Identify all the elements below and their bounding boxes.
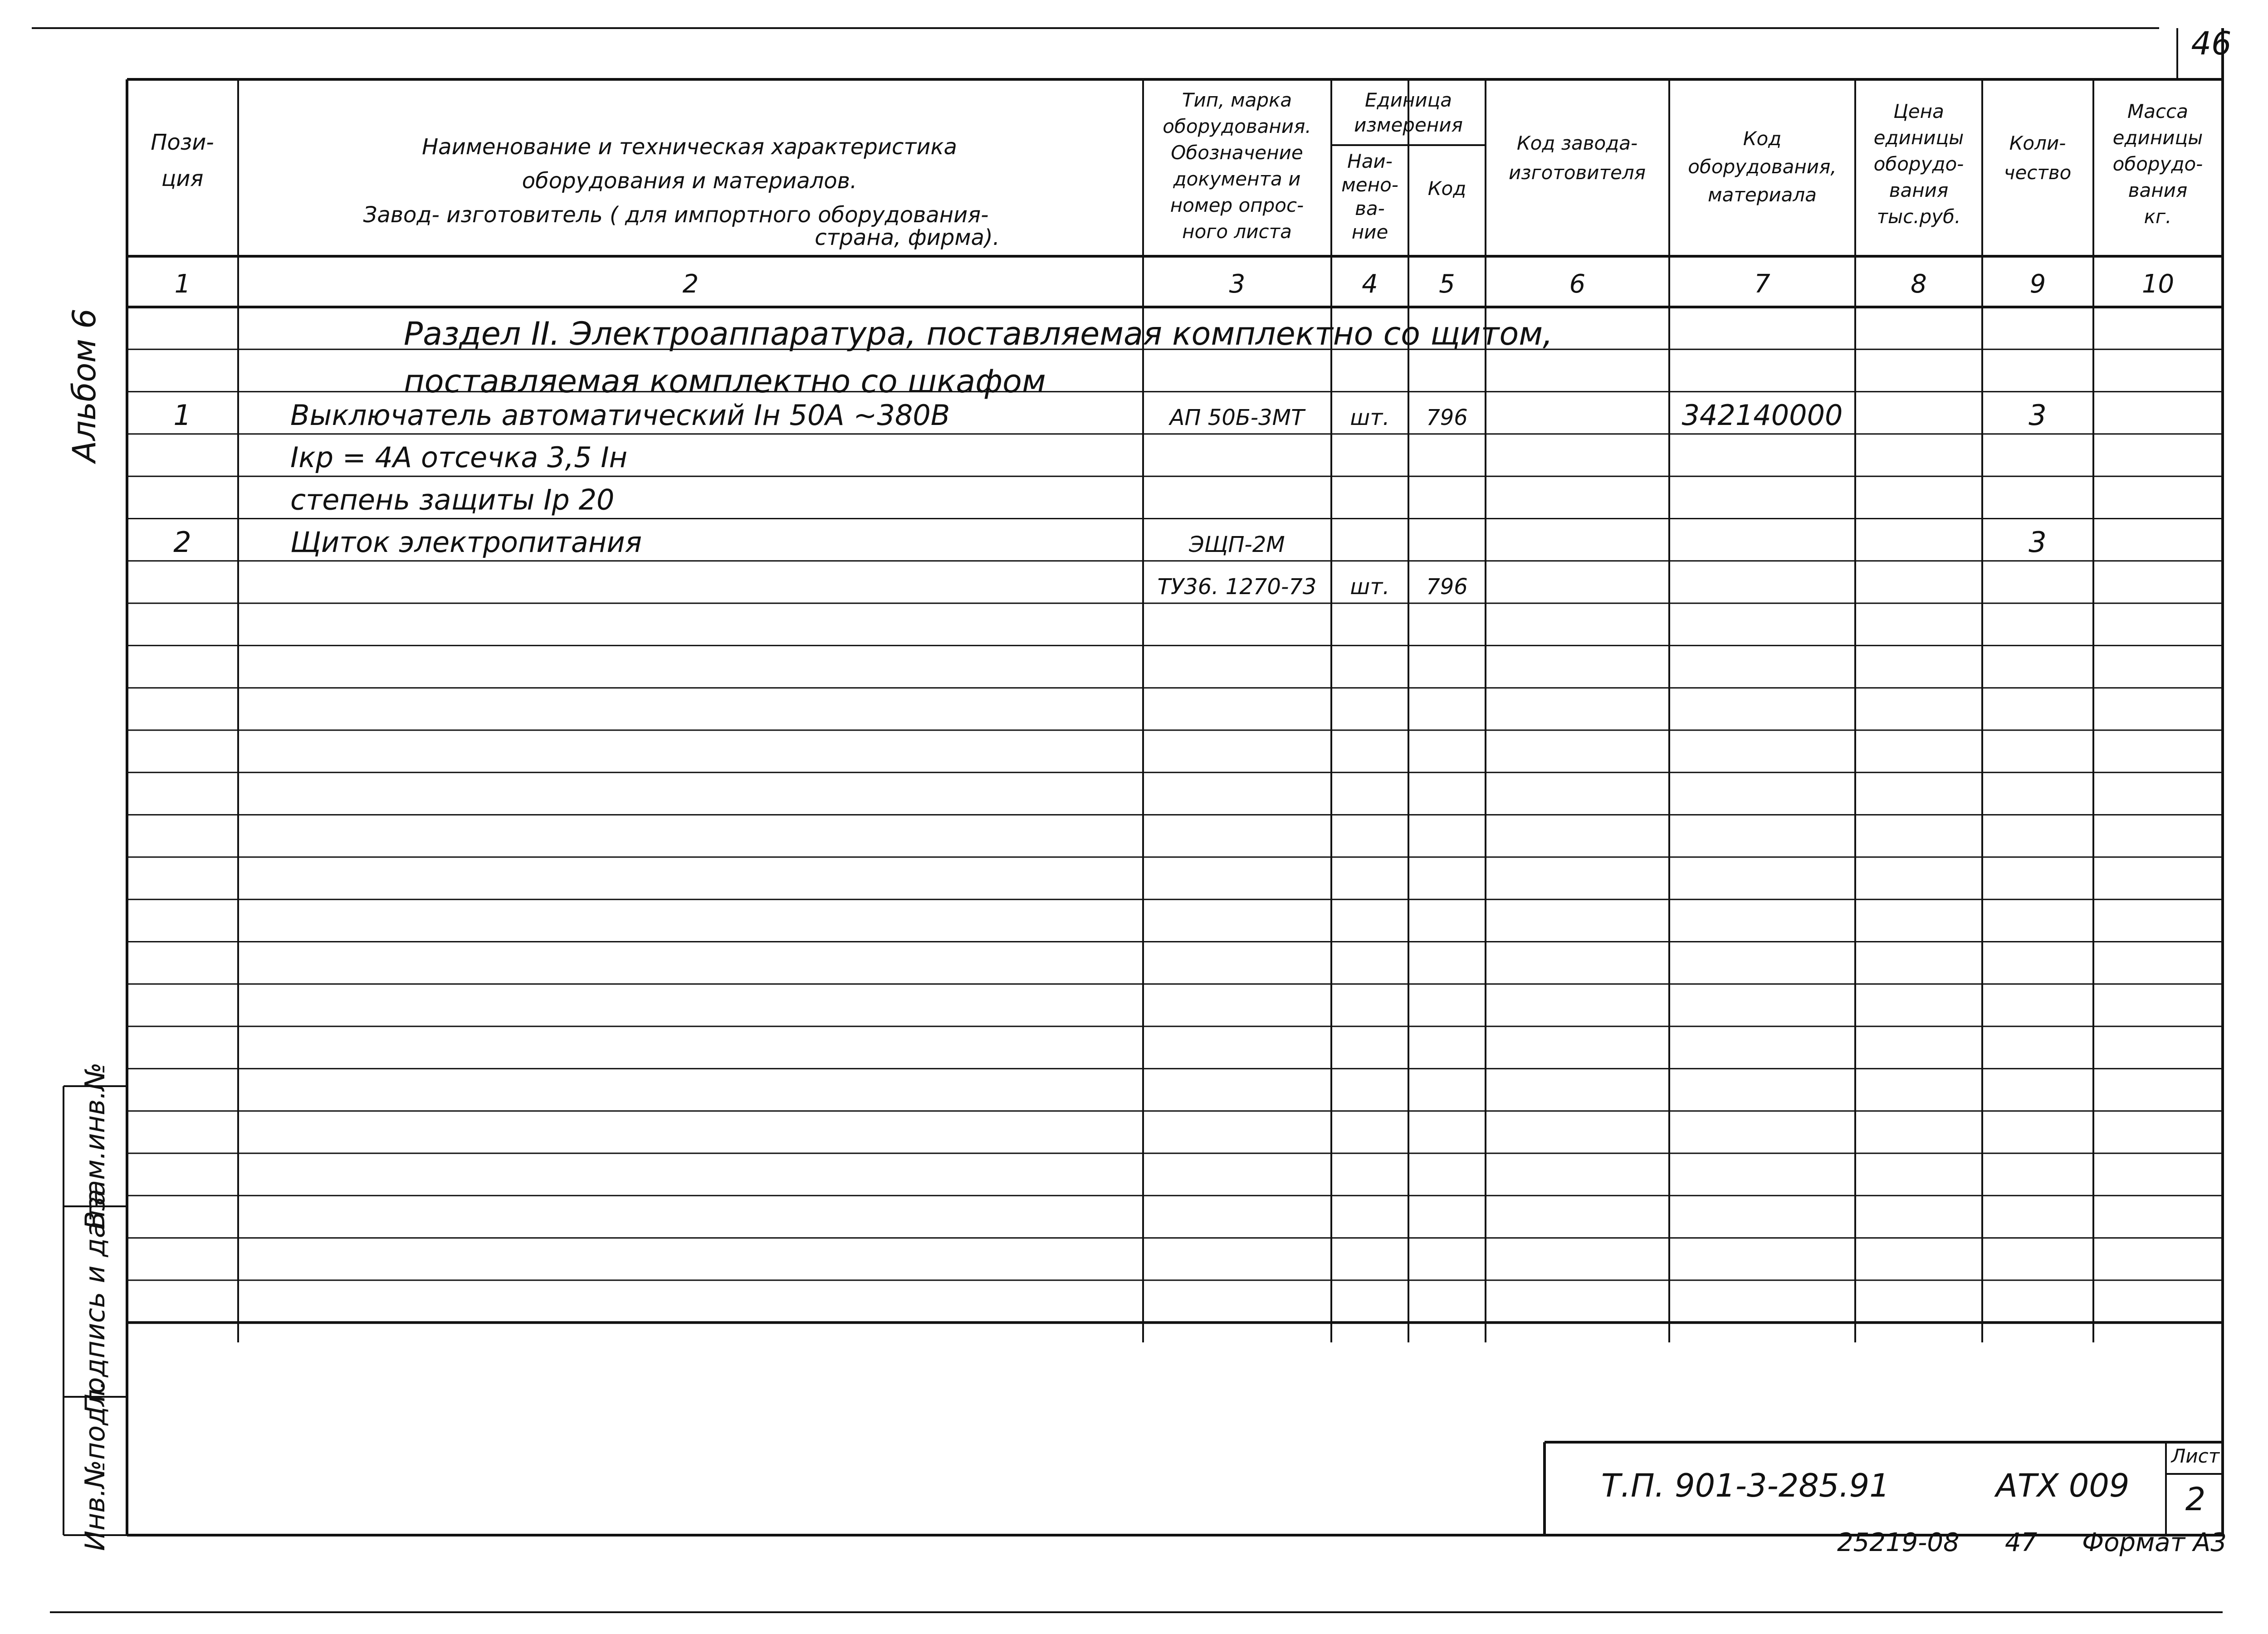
row-equipment-code: 342140000 — [1681, 398, 1843, 432]
header-equipment-code: оборудования, — [1688, 156, 1837, 178]
header-type: номер опрос- — [1170, 194, 1304, 216]
row-name: степень защиты Iр 20 — [290, 483, 615, 517]
column-number: 2 — [682, 269, 699, 299]
header-mass: кг. — [2144, 205, 2172, 228]
header-type: документа и — [1173, 168, 1301, 190]
header-price: единицы — [1873, 127, 1964, 149]
document-designation: Т.П. 901-3-285.91 — [1601, 1467, 1890, 1504]
row-name: Щиток электропитания — [290, 525, 642, 559]
column-number: 3 — [1229, 269, 1246, 299]
header-unit-name: ва- — [1355, 197, 1385, 219]
row-unit: шт. — [1350, 405, 1390, 430]
column-number: 9 — [2029, 269, 2046, 299]
row-unit-code: 796 — [1426, 574, 1468, 600]
row-quantity: 3 — [2028, 398, 2047, 432]
table-grid — [32, 28, 2223, 1612]
header-unit-name: ние — [1351, 221, 1388, 243]
header-position: Пози- — [151, 130, 214, 155]
sheet-label: Лист — [2171, 1445, 2220, 1467]
column-number: 7 — [1754, 269, 1770, 299]
column-number: 8 — [1911, 269, 1927, 299]
header-unit-group: измерения — [1354, 114, 1463, 136]
header-quantity: Коли- — [2009, 132, 2066, 154]
header-plant-code: Код завода- — [1516, 132, 1638, 154]
row-unit: шт. — [1350, 574, 1390, 600]
copy-number: 47 — [2005, 1528, 2038, 1557]
header-mass: единицы — [2112, 127, 2203, 149]
side-stamp-label: Подпись и дата — [79, 1189, 111, 1415]
side-stamp-label: Взам.инв.№ — [79, 1062, 111, 1230]
header-price: оборудо- — [1873, 153, 1964, 175]
order-number: 25219-08 — [1837, 1528, 1960, 1557]
row-unit-code: 796 — [1426, 405, 1468, 430]
header-unit-name: Наи- — [1347, 150, 1393, 172]
sheet-value: 2 — [2185, 1481, 2206, 1518]
column-number: 6 — [1569, 269, 1586, 299]
header-unit-code: Код — [1427, 177, 1466, 200]
header-equipment-code: Код — [1743, 127, 1782, 150]
section-title-line1: Раздел II. Электроаппаратура, поставляемая комплектно со щитом, — [404, 315, 1553, 352]
column-number: 1 — [174, 269, 191, 299]
row-type: ТУ36. 1270-73 — [1157, 574, 1317, 600]
row-name: Iкр = 4А отсечка 3,5 Iн — [290, 441, 628, 474]
header-plant-code: изготовителя — [1508, 161, 1646, 184]
row-position: 1 — [173, 398, 191, 432]
column-numbers — [175, 269, 2174, 299]
header-name: страна, фирма). — [815, 225, 1000, 250]
row-position: 2 — [173, 525, 191, 559]
album-label: Альбом 6 — [66, 308, 103, 463]
row-quantity: 3 — [2028, 525, 2047, 559]
side-stamp-label: Инв.№подл. — [79, 1380, 111, 1551]
row-type: АП 50Б-3МТ — [1169, 405, 1305, 430]
side-stamp — [79, 1062, 111, 1551]
header-type: Тип, марка — [1182, 89, 1292, 111]
header-position: ция — [161, 166, 204, 191]
column-number: 5 — [1439, 269, 1455, 299]
sheet-number: 46 — [2191, 25, 2232, 62]
header-quantity: чество — [2004, 161, 2072, 184]
header-type: Обозначение — [1171, 141, 1303, 164]
section-title-line2: поставляемая комплектно со шкафом — [404, 363, 1046, 400]
header-price: тыс.руб. — [1877, 205, 1961, 228]
document-code: АТХ 009 — [1996, 1467, 2130, 1504]
table-body — [173, 399, 2046, 600]
header-name: оборудования и материалов. — [522, 168, 857, 194]
header-name: Наименование и техническая характеристика — [422, 134, 957, 160]
row-name: Выключатель автоматический Iн 50А ~380В — [290, 398, 950, 432]
header-mass: вания — [2128, 179, 2188, 201]
header-equipment-code: материала — [1707, 184, 1817, 206]
header-price: вания — [1889, 179, 1949, 201]
header-mass: Масса — [2127, 100, 2188, 122]
header-type: ного листа — [1182, 220, 1292, 243]
row-type: ЭЩП-2М — [1189, 532, 1285, 557]
column-number: 10 — [2141, 269, 2175, 299]
header-mass: оборудо- — [2112, 153, 2203, 175]
paper-format: Формат А3 — [2082, 1528, 2227, 1557]
header-type: оборудования. — [1163, 115, 1311, 137]
table-header — [151, 89, 2203, 250]
header-price: Цена — [1893, 100, 1944, 122]
header-unit-group: Единица — [1365, 89, 1452, 111]
header-unit-name: мено- — [1341, 174, 1398, 196]
header-name: Завод- изготовитель ( для импортного оборудования- — [363, 202, 989, 228]
column-number: 4 — [1362, 269, 1378, 299]
